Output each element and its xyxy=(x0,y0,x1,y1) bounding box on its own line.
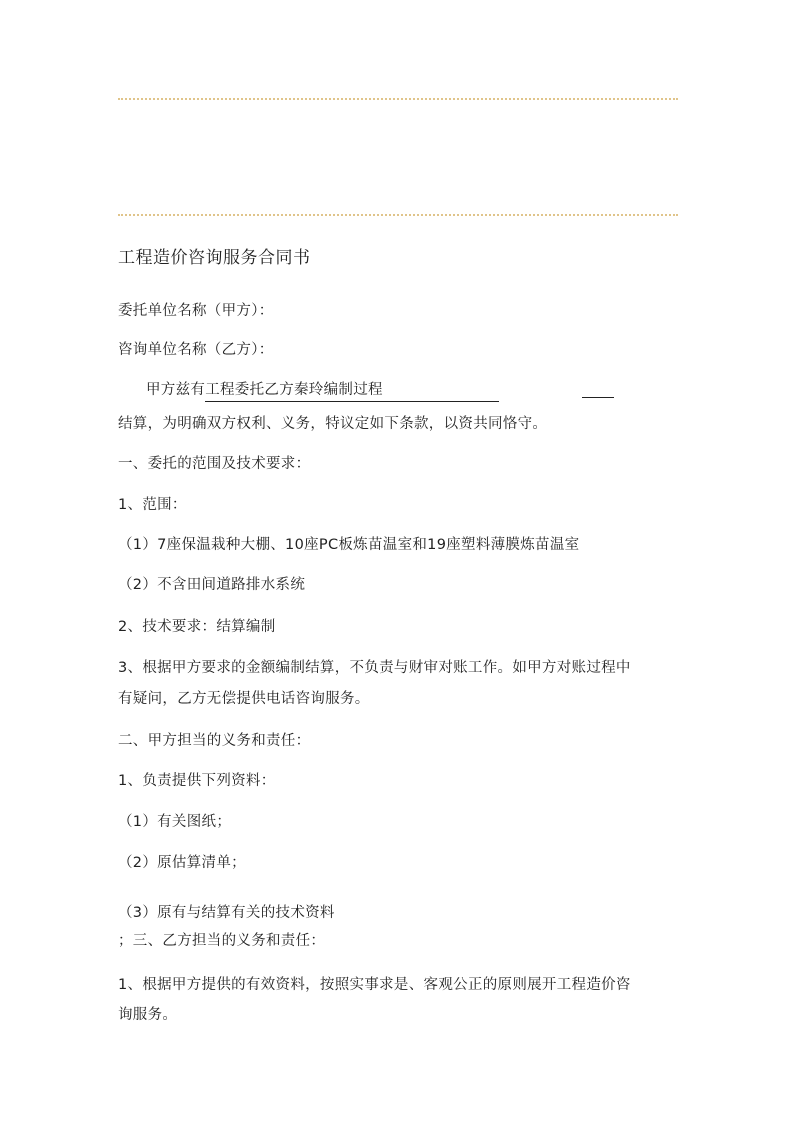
section2-heading: 二、甲方担当的义务和责任： xyxy=(118,733,311,749)
section1-item1-sub2: （2）不含田间道路排水系统 xyxy=(118,577,306,593)
section1-item3-line2: 有疑问，乙方无偿提供电话咨询服务。 xyxy=(118,691,370,707)
intro-blank-underline-short xyxy=(582,397,614,398)
consultant-name-line: 咨询单位名称（乙方）： xyxy=(118,342,274,358)
section1-heading: 一、委托的范围及技术要求： xyxy=(118,456,311,472)
intro-paragraph-line1 xyxy=(146,380,499,402)
section2-item1: 1、负责提供下列资料： xyxy=(118,773,276,789)
section1-item1-sub1: （1）7座保温栽种大棚、10座PC板炼苗温室和19座塑料薄膜炼苗温室 xyxy=(118,537,580,553)
section3-heading: ；三、乙方担当的义务和责任： xyxy=(118,933,326,949)
document-title: 工程造价咨询服务合同书 xyxy=(118,248,311,268)
section1-item1: 1、范围： xyxy=(118,497,187,513)
intro-blank-underline xyxy=(383,384,499,402)
section2-item1-sub3: （3）原有与结算有关的技术资料 xyxy=(118,905,335,921)
section3-item1-line1: 1、根据甲方提供的有效资料，按照实事求是、客观公正的原则展开工程造价咨 xyxy=(118,977,631,993)
header-dotted-rule-top xyxy=(118,98,678,100)
intro-paragraph-line2: 结算，为明确双方权利、义务，特议定如下条款，以资共同恪守。 xyxy=(118,416,548,432)
header-dotted-rule-bottom xyxy=(118,214,678,216)
section2-item1-sub1: （1）有关图纸； xyxy=(118,814,232,830)
section1-item3-line1: 3、根据甲方要求的金额编制结算，不负责与财审对账工作。如甲方对账过程中 xyxy=(118,660,631,676)
intro-underlined-text: 工程委托乙方秦玲编制过程 xyxy=(205,380,383,402)
intro-prefix: 甲方兹有 xyxy=(146,382,206,398)
section2-item1-sub2: （2）原估算清单； xyxy=(118,855,246,871)
section1-item2: 2、技术要求：结算编制 xyxy=(118,619,276,635)
client-name-line: 委托单位名称（甲方）： xyxy=(118,303,274,319)
section3-item1-line2: 询服务。 xyxy=(118,1007,178,1023)
